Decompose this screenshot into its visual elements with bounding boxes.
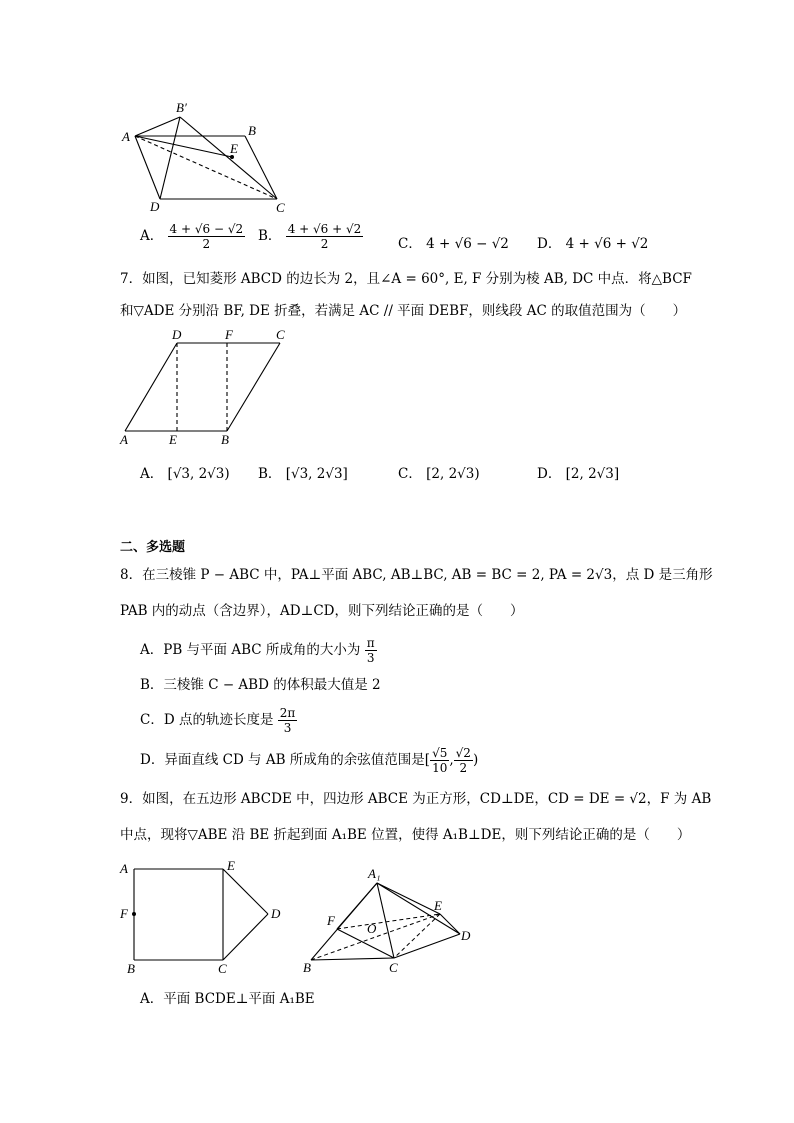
- q7-stem-line1: 7．如图，已知菱形 ABCD 的边长为 2，且∠A = 60°, E, F 分别为棱 AB, DC 中点．将△BCF: [120, 271, 692, 287]
- q9-stem-line2: 中点，现将▽ABE 沿 BE 折起到面 A₁BE 位置，使得 A₁B⊥DE，则下列结论正确的是（ ）: [120, 827, 691, 843]
- edge-CD: [394, 934, 460, 958]
- label-A: A: [120, 861, 128, 876]
- q8-stem-line2: PAB 内的动点（含边界），AD⊥CD，则下列结论正确的是（ ）: [120, 603, 524, 619]
- rhombus-AD: [125, 343, 177, 431]
- label-E: E: [227, 858, 235, 873]
- q8-option-a: A．PB 与平面 ABC 所成角的大小为 $\frac{\pi}{3}$: [140, 636, 375, 665]
- q9-figure-pentagon: [112, 856, 292, 978]
- edge-ED: [223, 869, 268, 914]
- q8-option-b: B．三棱锥 C − ABD 的体积最大值是 2: [140, 677, 381, 693]
- edge-BpC: [180, 117, 277, 199]
- label-B: B: [303, 960, 311, 975]
- label-D: D: [172, 327, 182, 342]
- label-A1: A₁: [368, 866, 381, 881]
- q8-stem-line1: 8．在三棱锥 P − ABC 中，PA⊥平面 ABC, AB⊥BC, AB = BC = 2, PA = 2√3，点 D 是三角形: [120, 567, 713, 583]
- q9-figure-folded: [295, 858, 485, 980]
- rhombus-BC: [227, 343, 280, 431]
- label-B: B: [248, 123, 256, 138]
- q8-option-d: D．异面直线 CD 与 AB 所成角的余弦值范围是[ $\frac{√5}{10}$ , $\frac{√2}{2}$ ): [140, 746, 479, 775]
- label-B: B: [127, 961, 135, 976]
- q7-figure: [115, 326, 300, 450]
- q9-stem-line1: 9．如图，在五边形 ABCDE 中，四边形 ABCE 为正方形，CD⊥DE，CD = DE = √2，F 为 AB: [120, 791, 712, 807]
- label-A: A: [120, 432, 128, 447]
- q7-option-a: A． [√3, 2√3): [140, 466, 230, 482]
- label-C: C: [276, 327, 285, 342]
- label-E: E: [169, 432, 177, 447]
- q7-option-b: B． [√3, 2√3]: [258, 466, 348, 482]
- q7-option-d: D． [2, 2√3]: [537, 466, 620, 482]
- edge-ABp: [135, 117, 180, 136]
- label-B: B: [221, 432, 229, 447]
- label-A: A: [122, 129, 130, 144]
- label-F: F: [120, 906, 128, 921]
- label-C: C: [389, 960, 398, 975]
- edge-A1D: [377, 883, 460, 934]
- edge-A1E: [377, 883, 440, 914]
- q6-option-b-fraction: $\frac{4 + √6 + √2}{2}$: [287, 222, 362, 251]
- edge-AE: [135, 136, 232, 157]
- label-C: C: [276, 200, 285, 215]
- edge-EC-dashed: [394, 914, 440, 958]
- label-C: C: [218, 961, 227, 976]
- q8-option-a-fraction: $\frac{\pi}{3}$: [366, 636, 375, 665]
- edge-FE-dashed: [337, 914, 440, 929]
- q8-option-d-fraction-2: $\frac{√2}{2}$: [455, 746, 471, 775]
- edge-BpD: [160, 117, 180, 199]
- label-Bprime: B′: [176, 100, 187, 115]
- label-D: D: [271, 906, 281, 921]
- label-O: O: [367, 921, 377, 936]
- edge-BC: [245, 136, 277, 199]
- label-E: E: [434, 898, 442, 913]
- edge-BC: [311, 958, 394, 960]
- q7-stem-line2: 和▽ADE 分别沿 BF, DE 折叠，若满足 AC // 平面 DEBF，则线段 AC 的取值范围为（ ）: [120, 303, 687, 319]
- label-F: F: [225, 327, 233, 342]
- q6-option-c: C． 4 + √6 − √2: [398, 236, 509, 252]
- q6-option-a-fraction: $\frac{4 + √6 - √2}{2}$: [169, 222, 244, 251]
- q9-option-a: A．平面 BCDE⊥平面 A₁BE: [140, 991, 315, 1007]
- q6-figure: [110, 95, 310, 220]
- label-D: D: [461, 928, 471, 943]
- edge-A1C: [377, 883, 394, 958]
- q7-option-c: C． [2, 2√3): [398, 466, 480, 482]
- q6-option-b: B． $\frac{4 + √6 + √2}{2}$: [258, 222, 362, 251]
- point-F: [132, 912, 136, 916]
- label-D: D: [150, 199, 160, 214]
- q6-option-d: D． 4 + √6 + √2: [537, 236, 649, 252]
- section-title: 二、多选题: [120, 540, 186, 555]
- q8-option-c: C．D 点的轨迹长度是 $\frac{2\pi}{3}$: [140, 706, 296, 735]
- q8-option-d-fraction-1: $\frac{√5}{10}$: [432, 746, 448, 775]
- label-E: E: [230, 141, 238, 156]
- q6-option-a: A． $\frac{4 + √6 - √2}{2}$: [140, 222, 244, 251]
- label-F: F: [327, 913, 335, 928]
- q8-option-c-fraction: $\frac{2\pi}{3}$: [279, 706, 296, 735]
- edge-DC: [223, 914, 268, 960]
